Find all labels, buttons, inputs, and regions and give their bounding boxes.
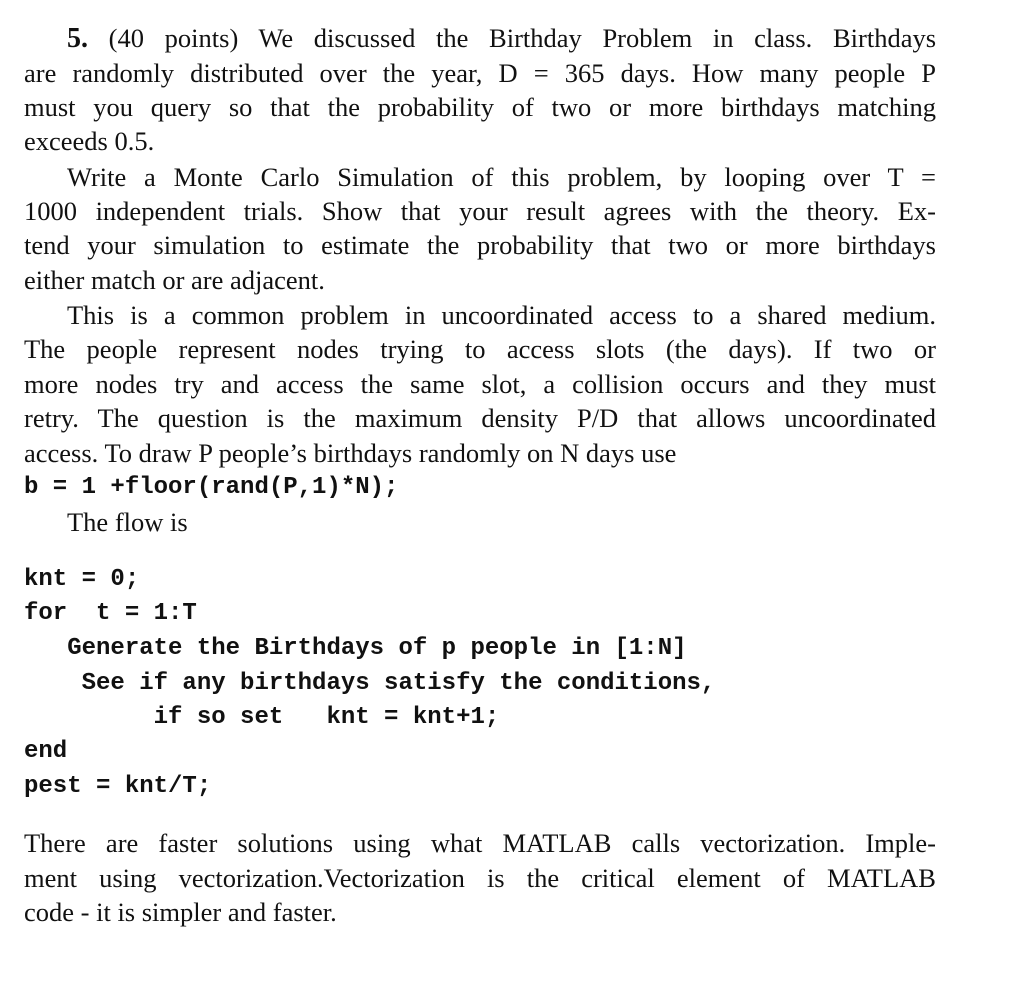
problem-number: 5.	[67, 23, 88, 54]
pseudocode-line: for t = 1:T	[24, 600, 197, 627]
paragraph2-line-4: either match or are adjacent.	[24, 265, 325, 295]
pseudocode-line: See if any birthdays satisfy the conditions,	[24, 670, 716, 697]
pseudocode-line: knt = 0;	[24, 566, 140, 593]
pseudocode-line: Generate the Birthdays of p people in [1:N]	[24, 635, 687, 662]
paragraph4-line-3: code - it is simpler and faster.	[24, 897, 337, 927]
intro-text: We discussed the Birthday Problem in class. Birthdays	[258, 23, 937, 53]
paragraph3-line-2: The people represent nodes trying to access slots (the days). If two or	[24, 334, 936, 364]
inline-code-birthdays: b = 1 +floor(rand(P,1)*N);	[24, 474, 399, 501]
paragraph1-line-4: exceeds 0.5.	[24, 126, 155, 156]
problem-points: (40 points)	[108, 23, 239, 53]
paragraph3-line-4: retry. The question is the maximum density P/D that allows uncoordinated	[24, 403, 936, 433]
paragraph3-line-5: access. To draw P people’s birthdays randomly on N days use	[24, 438, 677, 468]
paragraph1-line-2: are randomly distributed over the year, D = 365 days. How many people P	[24, 58, 936, 88]
pseudocode-line: end	[24, 738, 68, 765]
problem-header-line	[67, 21, 936, 56]
paragraph3-line-1: This is a common problem in uncoordinated access to a shared medium.	[67, 300, 936, 330]
paragraph4-line-1: There are faster solutions using what MATLAB calls vectorization. Imple-	[24, 828, 936, 858]
pseudocode-line: if so set knt = knt+1;	[24, 704, 500, 731]
flow-intro: The flow is	[67, 507, 188, 537]
paragraph2-line-1: Write a Monte Carlo Simulation of this problem, by looping over T =	[67, 162, 936, 192]
paragraph1-line-3: must you query so that the probability of two or more birthdays matching	[24, 92, 936, 122]
pseudocode-line: pest = knt/T;	[24, 773, 212, 800]
paragraph2-line-2: 1000 independent trials. Show that your result agrees with the theory. Ex-	[24, 196, 936, 226]
paragraph4-line-2: ment using vectorization.Vectorization is the critical element of MATLAB	[24, 863, 936, 893]
paragraph2-line-3: tend your simulation to estimate the probability that two or more birthdays	[24, 230, 936, 260]
paragraph3-line-3: more nodes try and access the same slot, a collision occurs and they must	[24, 369, 936, 399]
